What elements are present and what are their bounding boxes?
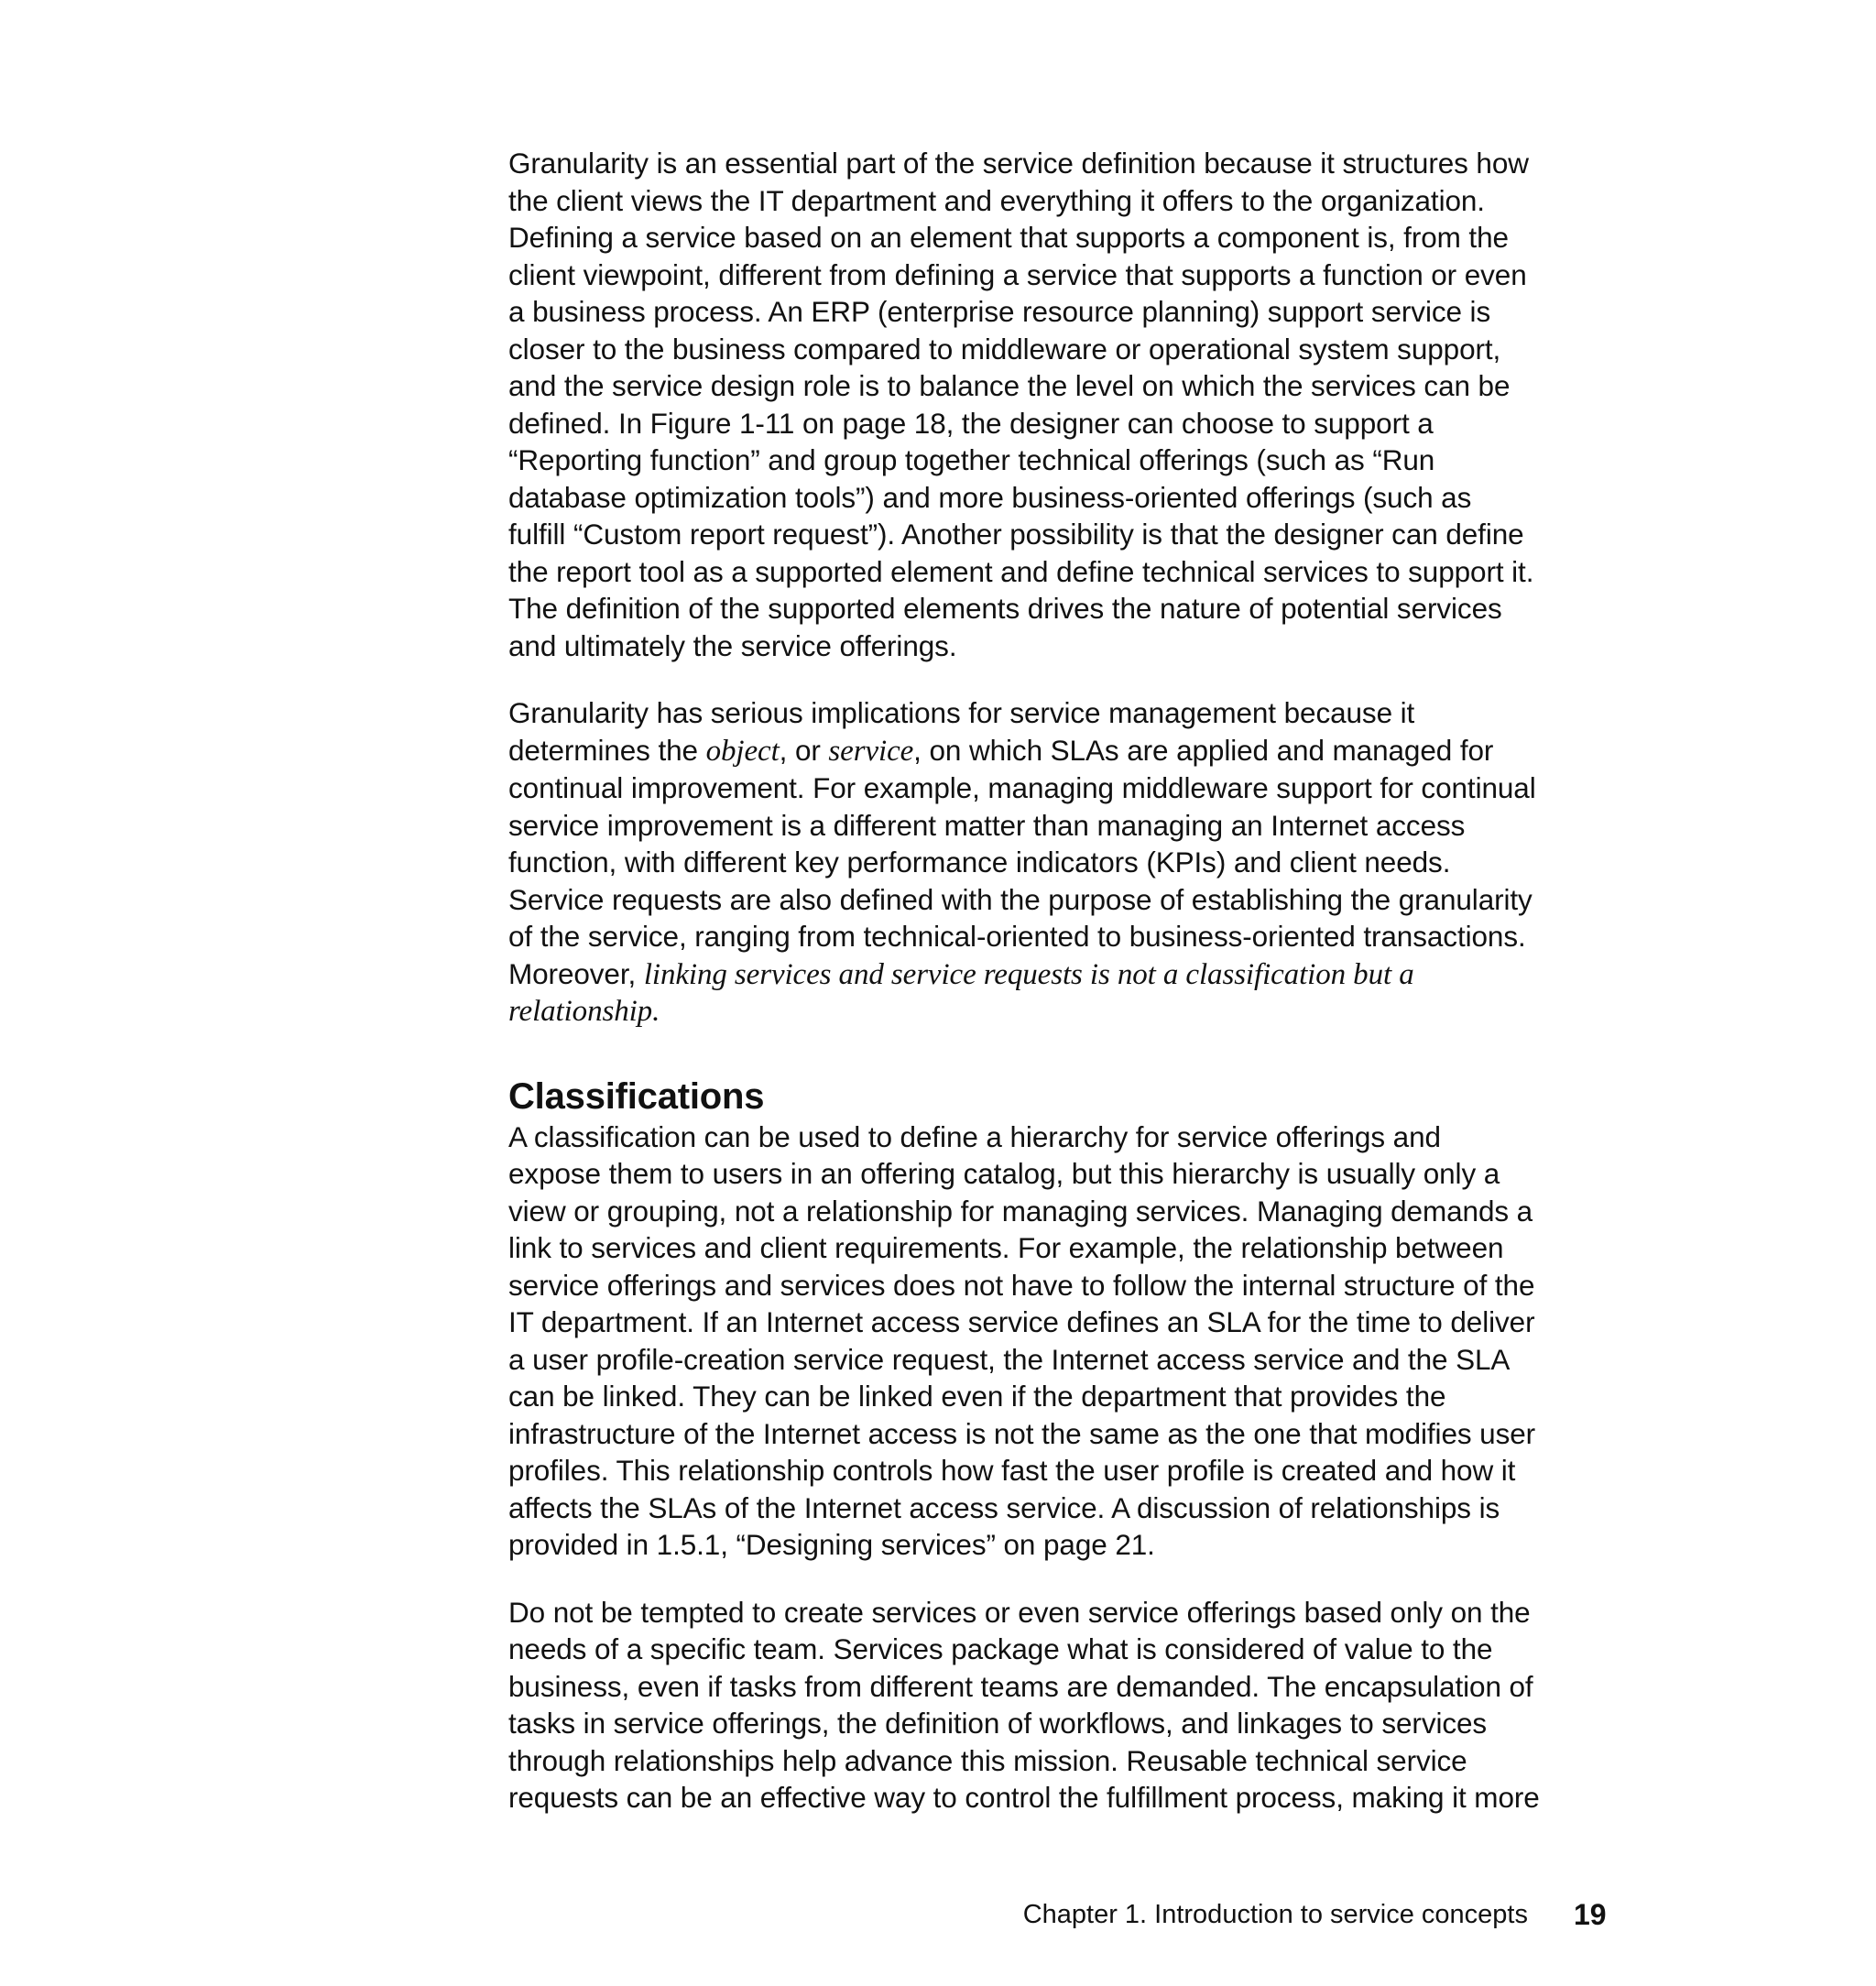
text-line: needs of a specific team. Services package what is considered of value to the (508, 1632, 1493, 1665)
text-line: fulfill “Custom report request”). Another possibility is that the designer can define (508, 518, 1524, 551)
text-line: profiles. This relationship controls how fast the user profile is created and how it (508, 1454, 1516, 1487)
text-line: the client views the IT department and everything it offers to the organization. (508, 183, 1485, 217)
text-run: determines the (508, 733, 706, 767)
text-line: defined. In Figure 1-11 on page 18, the designer can choose to support a (508, 406, 1434, 440)
italic-term-service: service (828, 734, 914, 768)
section-spacer (508, 1031, 1608, 1075)
text-line: Service requests are also defined with the purpose of establishing the granularity (508, 882, 1532, 916)
text-line: Defining a service based on an element that supports a component is, from the (508, 221, 1509, 254)
footer-chapter-title: Chapter 1. Introduction to service concepts (1022, 1900, 1528, 1929)
text-line: and ultimately the service offerings. (508, 628, 957, 662)
paragraph-team-services (508, 1594, 1608, 1817)
text-line: function, with different key performance indicators (KPIs) and client needs. (508, 846, 1451, 878)
text-line: infrastructure of the Internet access is not the same as the one that modifies user (508, 1416, 1536, 1450)
text-line: business, even if tasks from different teams are demanded. The encapsulation of (508, 1669, 1533, 1703)
text-line: of the service, ranging from technical-oriented to business-oriented transactions. (508, 920, 1526, 953)
paragraph-classification-hierarchy (508, 1118, 1608, 1564)
page-number: 19 (1574, 1898, 1607, 1931)
text-line: service improvement is a different matter than managing an Internet access (508, 808, 1466, 842)
italic-term-object: object (705, 734, 780, 768)
paragraph-granularity-definition (508, 145, 1608, 664)
text-line (508, 955, 1608, 994)
text-line: closer to the business compared to middleware or operational system support, (508, 332, 1501, 366)
text-line: tasks in service offerings, the definition of workflows, and linkages to services (508, 1707, 1488, 1740)
text-run: , on which SLAs are applied and managed for (913, 733, 1494, 767)
italic-emphasis: relationship. (508, 995, 660, 1028)
paragraph-spacer (508, 664, 1608, 694)
page-footer (0, 1894, 1876, 1935)
text-line: the report tool as a supported element and define technical services to support it. (508, 554, 1534, 588)
text-line: service offerings and services does not have to follow the internal structure of the (508, 1268, 1535, 1302)
text-line: link to services and client requirements. For example, the relationship between (508, 1231, 1504, 1264)
text-line: through relationships help advance this mission. Reusable technical service (508, 1743, 1467, 1777)
text-line (508, 732, 1608, 770)
text-line: database optimization tools”) and more business-oriented offerings (such as (508, 480, 1472, 514)
text-line: expose them to users in an offering catalog, but this hierarchy is usually only a (508, 1157, 1500, 1190)
text-line: “Reporting function” and group together technical offerings (such as “Run (508, 443, 1435, 476)
text-line: The definition of the supported elements drives the nature of potential services (508, 592, 1502, 625)
text-line: requests can be an effective way to control the fulfillment process, making it more (508, 1781, 1540, 1814)
paragraph-spacer (508, 1564, 1608, 1594)
text-line: view or grouping, not a relationship for managing services. Managing demands a (508, 1194, 1533, 1228)
text-line: IT department. If an Internet access service defines an SLA for the time to deliver (508, 1305, 1535, 1338)
text-line: Granularity has serious implications for service management because it (508, 696, 1415, 729)
text-run: , or (779, 733, 829, 767)
text-line: affects the SLAs of the Internet access service. A discussion of relationships is (508, 1490, 1500, 1524)
text-line: Do not be tempted to create services or even service offerings based only on the (508, 1595, 1531, 1629)
text-run: Moreover, (508, 956, 644, 990)
section-heading-classifications: Classifications (508, 1075, 765, 1117)
text-line: a business process. An ERP (enterprise resource planning) support service is (508, 295, 1491, 328)
text-line: client viewpoint, different from defining a service that supports a function or even (508, 257, 1527, 291)
text-line: continual improvement. For example, managing middleware support for continual (508, 771, 1536, 804)
text-line: A classification can be used to define a hierarchy for service offerings and (508, 1119, 1441, 1153)
text-line: provided in 1.5.1, “Designing services” on page 21. (508, 1528, 1155, 1561)
text-line: can be linked. They can be linked even if the department that provides the (508, 1380, 1446, 1413)
text-line: Granularity is an essential part of the service definition because it structures how (508, 147, 1529, 180)
italic-emphasis: linking services and service requests is not a classification but a (643, 957, 1414, 991)
text-line: and the service design role is to balance the level on which the services can be (508, 369, 1511, 402)
paragraph-granularity-implications (508, 694, 1608, 1031)
body-text (508, 145, 1608, 1817)
text-line: a user profile-creation service request, the Internet access service and the SLA (508, 1342, 1511, 1376)
